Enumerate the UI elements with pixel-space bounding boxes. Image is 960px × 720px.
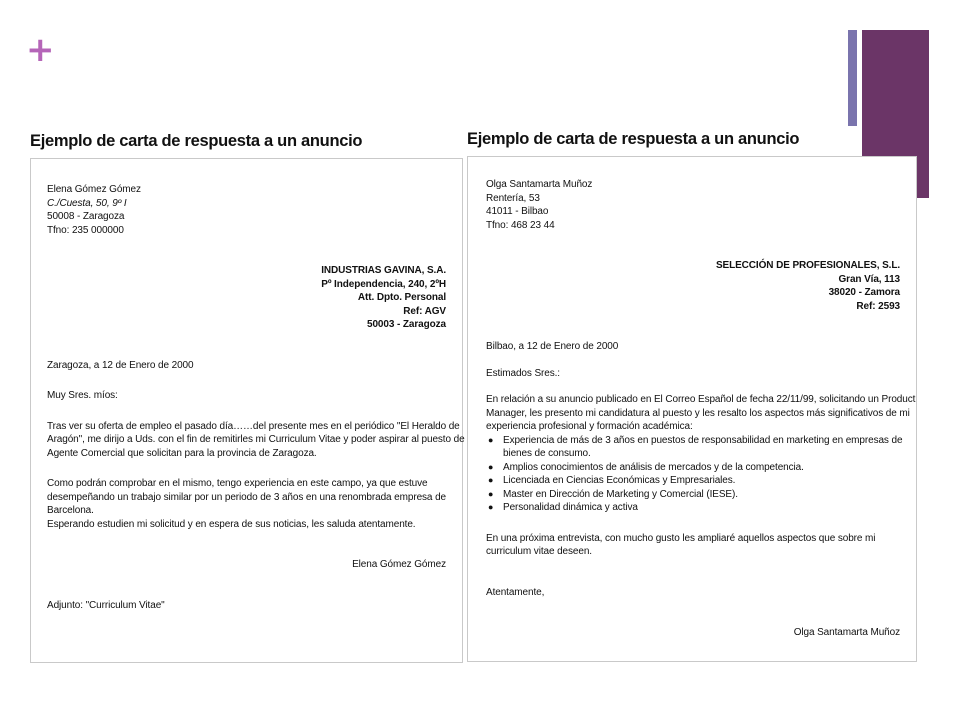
recipient-line: Ref: 2593: [856, 300, 900, 312]
body-paragraph: [47, 420, 465, 461]
recipient-line: Pº Independencia, 240, 2ºH: [321, 278, 446, 290]
bullet-icon: ●: [488, 461, 494, 472]
letter-date: Zaragoza, a 12 de Enero de 2000: [47, 359, 194, 371]
letter-panel-left: [30, 130, 463, 663]
bullet-icon: ●: [488, 502, 494, 512]
letter-title: Ejemplo de carta de respuesta a un anuncio: [30, 132, 363, 150]
qualifications-list: [486, 434, 903, 515]
body-paragraph: [486, 532, 900, 559]
letter-date: Bilbao, a 12 de Enero de 2000: [486, 341, 619, 352]
list-item-text: Personalidad dinámica y activa: [503, 502, 638, 513]
list-item: [486, 461, 900, 475]
sender-city: 50008 - Zaragoza: [47, 211, 125, 222]
list-item: [486, 488, 900, 502]
sender-name: Olga Santamarta Muñoz: [486, 179, 593, 190]
list-item-text: Amplios conocimientos de análisis de mercados y de la competencia.: [503, 461, 804, 473]
attachment-note: Adjunto: "Curriculum Vitae": [47, 599, 165, 611]
list-item-text: Licenciada en Ciencias Económicas y Empresariales.: [503, 475, 736, 486]
recipient-block: [47, 264, 446, 332]
paragraph-line: Manager, les presento mi candidatura al puesto y les resalto los aspectos más significativos de mi: [486, 407, 910, 419]
signature: Olga Santamarta Muñoz: [793, 627, 900, 638]
salutation: Estimados Sres.:: [486, 367, 560, 379]
recipient-line: INDUSTRIAS GAVINA, S.A.: [321, 265, 446, 276]
paragraph-line: Barcelona.: [47, 505, 94, 516]
paragraph-line: Como podrán comprobar en el mismo, tengo experiencia en este campo, ya que estuve: [47, 478, 428, 489]
sender-city: 41011 - Bilbao: [486, 206, 549, 217]
list-item-text: bienes de consumo.: [503, 448, 591, 459]
decorative-bar-thin: [848, 30, 857, 126]
list-item-text: Master en Dirección de Marketing y Comercial (IESE).: [503, 488, 738, 500]
recipient-line: Gran Vía, 113: [838, 273, 900, 285]
closing: Atentamente,: [486, 586, 545, 598]
sender-phone: Tfno: 468 23 44: [486, 219, 555, 231]
letter-panel-right: [467, 128, 917, 662]
paragraph-line: En relación a su anuncio publicado en El Correo Español de fecha 22/11/99, solicitando un Product: [486, 394, 916, 405]
letter-title: Ejemplo de carta de respuesta a un anuncio: [467, 130, 800, 148]
recipient-line: Att. Dpto. Personal: [357, 292, 446, 303]
sender-block: [486, 178, 900, 232]
recipient-block: [486, 259, 900, 313]
recipient-line: 50003 - Zaragoza: [367, 319, 446, 330]
paragraph-line: Esperando estudien mi solicitud y en espera de sus noticias, les saluda atentamente.: [47, 518, 416, 530]
salutation: Muy Sres. míos:: [47, 390, 118, 401]
paragraph-line: Tras ver su oferta de empleo el pasado día……del presente mes en el periódico "El Heraldo de: [47, 420, 460, 432]
paragraph-line: curriculum vitae deseen.: [486, 546, 592, 557]
recipient-line: Ref: AGV: [403, 305, 446, 317]
paragraph-line: desempeñando un trabajo similar por un periodo de 3 años en una renombrada empresa de: [47, 491, 446, 503]
plus-icon: +: [26, 30, 55, 70]
paragraph-line: En una próxima entrevista, con mucho gusto les ampliaré aquellos aspectos que sobre mi: [486, 532, 876, 544]
recipient-line: 38020 - Zamora: [828, 287, 900, 298]
bullet-icon: ●: [488, 434, 494, 445]
bullet-icon: ●: [488, 488, 494, 499]
paragraph-line: experiencia profesional y formación académica:: [486, 421, 693, 432]
paragraph-line: Agente Comercial que solicitan para la provincia de Zaragoza.: [47, 447, 317, 459]
letter-page: [30, 158, 463, 663]
list-item: [486, 434, 903, 461]
list-item: [486, 501, 900, 515]
list-item: [486, 474, 900, 488]
sender-block: [47, 183, 446, 237]
body-paragraph: [47, 477, 446, 531]
bullet-icon: ●: [488, 475, 494, 485]
recipient-line: SELECCIÓN DE PROFESIONALES, S.L.: [715, 260, 900, 271]
letter-page: [467, 156, 917, 662]
list-item-text: Experiencia de más de 3 años en puestos de responsabilidad en marketing en empresas de: [503, 434, 903, 446]
signature: Elena Gómez Gómez: [352, 559, 446, 570]
paragraph-line: Aragón", me dirijo a Uds. con el fin de remitirles mi Curriculum Vitae y poder aspirar al puesto de: [47, 434, 465, 445]
sender-address: Rentería, 53: [486, 192, 540, 204]
sender-address: C./Cuesta, 50, 9º I: [47, 197, 127, 209]
body-paragraph: [486, 393, 916, 434]
sender-name: Elena Gómez Gómez: [47, 184, 141, 195]
sender-phone: Tfno: 235 000000: [47, 224, 124, 236]
